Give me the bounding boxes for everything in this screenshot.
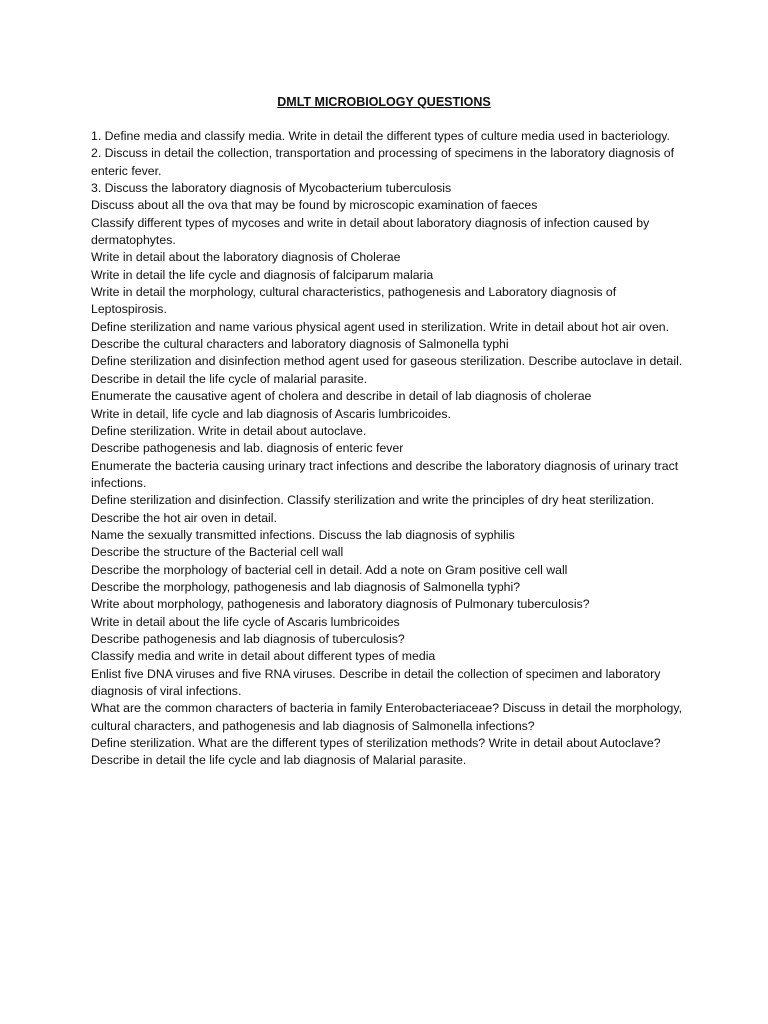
question-item-27: Enlist five DNA viruses and five RNA viruses. Describe in detail the collection of specimen and laboratory diagnosis of viral infections. (91, 666, 661, 698)
question-item-14: Write in detail, life cycle and lab diagnosis of Ascaris lumbricoides. (91, 406, 451, 421)
question-item-1: 1. Define media and classify media. Write in detail the different types of culture media used in bacteriology. (91, 129, 670, 143)
question-item-10: Describe the cultural characters and laboratory diagnosis of Salmonella typhi (91, 337, 509, 352)
question-item-12: Describe in detail the life cycle of malarial parasite. (91, 371, 368, 386)
question-item-15: Define sterilization. Write in detail about autoclave. (91, 423, 367, 438)
question-item-5: Classify different types of mycoses and write in detail about laboratory diagnosis of infection caused by dermatophytes. (91, 215, 650, 248)
question-item-8: Write in detail the morphology, cultural characteristics, pathogenesis and Laboratory diagnosis of Leptospirosis. (91, 285, 617, 317)
question-item-30: Describe in detail the life cycle and lab diagnosis of Malarial parasite. (91, 753, 467, 768)
question-item-19: Name the sexually transmitted infections. Discuss the lab diagnosis of syphilis (91, 527, 515, 542)
question-item-20: Describe the structure of the Bacterial cell wall (91, 545, 344, 560)
question-item-7: Write in detail the life cycle and diagnosis of falciparum malaria (91, 267, 434, 282)
question-item-29: Define sterilization. What are the different types of sterilization methods? Write in detail about Autoclave? (91, 736, 661, 751)
question-item-22: Describe the morphology, pathogenesis and lab diagnosis of Salmonella typhi? (91, 579, 521, 594)
question-item-3: 3. Discuss the laboratory diagnosis of Mycobacterium tuberculosis (91, 181, 452, 196)
question-item-24: Write in detail about the life cycle of Ascaris lumbricoides (91, 614, 400, 629)
question-item-18: Define sterilization and disinfection. Classify sterilization and write the principles of dry heat sterilization. Describe the hot air oven in detail. (91, 493, 655, 525)
question-item-23: Write about morphology, pathogenesis and laboratory diagnosis of Pulmonary tuberculosis? (91, 597, 590, 612)
question-item-11: Define sterilization and disinfection method agent used for gaseous sterilization. Describe autoclave in detail. (91, 354, 683, 369)
question-item-6: Write in detail about the laboratory diagnosis of Cholerae (91, 250, 401, 265)
question-item-25: Describe pathogenesis and lab diagnosis of tuberculosis? (91, 631, 405, 646)
question-item-28: What are the common characters of bacteria in family Enterobacteriaceae? Discuss in detail the morphology, cultural characters, and pathogenesis and lab diagnosis of Salmonella infections? (91, 701, 682, 733)
question-list (91, 128, 691, 770)
question-item-9: Define sterilization and name various physical agent used in sterilization. Write in detail about hot air oven. (91, 319, 670, 334)
question-item-17: Enumerate the bacteria causing urinary tract infections and describe the laboratory diagnosis of urinary tract infections. (91, 458, 679, 490)
question-item-13: Enumerate the causative agent of cholera and describe in detail of lab diagnosis of cholerae (91, 389, 592, 404)
question-item-26: Classify media and write in detail about different types of media (91, 649, 436, 664)
question-item-2: 2. Discuss in detail the collection, transportation and processing of specimens in the laboratory diagnosis of enteric fever. (91, 146, 675, 178)
question-item-4: Discuss about all the ova that may be found by microscopic examination of faeces (91, 198, 538, 213)
question-item-21: Describe the morphology of bacterial cell in detail. Add a note on Gram positive cell wall (91, 562, 568, 577)
question-item-16: Describe pathogenesis and lab. diagnosis of enteric fever (91, 441, 404, 456)
document-title: DMLT MICROBIOLOGY QUESTIONS (277, 95, 491, 109)
